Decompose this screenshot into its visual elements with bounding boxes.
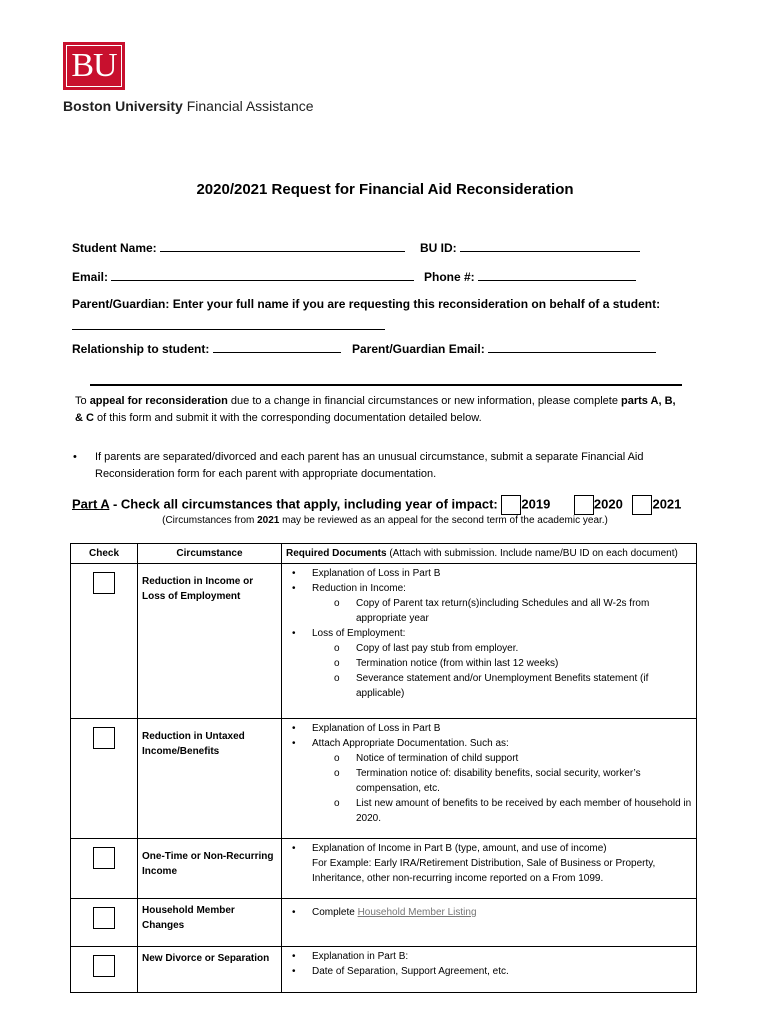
student-name-label: Student Name: xyxy=(72,241,157,255)
circumstance-label: Reduction in Income or Loss of Employment xyxy=(142,576,254,602)
org-name xyxy=(63,98,314,114)
list-item xyxy=(312,626,692,701)
relationship-row xyxy=(72,340,341,356)
list-item: • Explanation of Loss in Part B xyxy=(312,721,692,736)
part-a-heading xyxy=(72,495,681,515)
docs-list xyxy=(286,949,692,979)
email-row xyxy=(72,268,414,284)
bu-id-field[interactable] xyxy=(460,239,640,252)
circumstance-label: One-Time or Non-Recurring Income xyxy=(142,851,274,877)
row-checkbox[interactable] xyxy=(93,847,115,869)
sub-list xyxy=(312,751,692,826)
docs-list xyxy=(286,841,692,886)
list-item-text: Attach Appropriate Documentation. Such as: xyxy=(312,738,509,749)
bu-id-label: BU ID: xyxy=(420,241,457,255)
sub-list-item: o Termination notice (from within last 12 weeks) xyxy=(356,656,692,671)
sub-list-item: o Notice of termination of child support xyxy=(356,751,692,766)
table-row xyxy=(71,839,697,899)
bu-logo xyxy=(63,42,125,90)
list-item-text: Reduction in Income: xyxy=(312,583,406,594)
intro-bullet-text: If parents are separated/divorced and each parent has an unusual circumstance, submit a separate Financial Aid Reconsideration form for each parent with appropriate documentation. xyxy=(95,451,644,480)
sub-list-item: o Termination notice of: disability benefits, social security, worker’s compensation, etc. xyxy=(356,766,692,796)
row-checkbox[interactable] xyxy=(93,572,115,594)
list-item xyxy=(312,841,692,886)
table-row xyxy=(71,564,697,719)
sub-list xyxy=(312,596,692,626)
bullet-dot-icon: • xyxy=(73,451,77,463)
phone-label: Phone #: xyxy=(424,270,475,284)
list-item-text: Explanation of Income in Part B (type, amount, and use of income) xyxy=(312,843,607,854)
docs-cell xyxy=(282,839,697,899)
circumstance-label: New Divorce or Separation xyxy=(142,953,270,964)
table-row xyxy=(71,719,697,839)
sub-list-item: o Copy of Parent tax return(s)including Schedules and all W-2s from appropriate year xyxy=(356,596,692,626)
check-cell xyxy=(71,839,138,899)
table-header-row xyxy=(71,544,697,564)
intro-bullet xyxy=(73,449,693,483)
circumstance-cell xyxy=(138,839,282,899)
docs-header-rest: (Attach with submission. Include name/BU ID on each document) xyxy=(386,548,678,559)
phone-field[interactable] xyxy=(478,268,636,281)
intro-bold-1: appeal for reconsideration xyxy=(89,395,228,407)
list-item: • Explanation of Loss in Part B xyxy=(312,566,692,581)
part-a-note-post: may be reviewed as an appeal for the second term of the academic year.) xyxy=(279,515,608,526)
table-row xyxy=(71,899,697,947)
sub-list-item: o List new amount of benefits to be received by each member of household in 2020. xyxy=(356,796,692,826)
sub-list xyxy=(312,641,692,701)
docs-cell xyxy=(282,564,697,719)
year-2019-label: 2019 xyxy=(521,496,551,512)
circumstance-cell xyxy=(138,947,282,993)
intro-text-1: To xyxy=(75,395,87,407)
docs-list xyxy=(286,721,692,826)
docs-cell xyxy=(282,719,697,839)
bu-logo-text: BU xyxy=(66,45,122,87)
email-label: Email: xyxy=(72,270,109,284)
year-2021-label: 2021 xyxy=(652,496,682,512)
sub-list-item: o Severance statement and/or Unemployment Benefits statement (if applicable) xyxy=(356,671,692,701)
part-a-label: Part A xyxy=(72,496,110,512)
year-2020-checkbox[interactable] xyxy=(574,495,594,515)
list-item xyxy=(312,581,692,626)
circumstance-cell xyxy=(138,719,282,839)
intro-paragraph xyxy=(75,393,685,427)
intro-bold-2: parts A, B, & C xyxy=(75,395,676,424)
year-2021-checkbox[interactable] xyxy=(632,495,652,515)
circumstance-label: Household Member Changes xyxy=(142,905,235,931)
row-checkbox[interactable] xyxy=(93,727,115,749)
intro-text-3: of this form and submit it with the corresponding documentation detailed below. xyxy=(97,412,482,424)
org-name-bold: Boston University xyxy=(63,98,183,114)
relationship-label: Relationship to student: xyxy=(72,342,210,356)
circumstance-table xyxy=(70,543,697,993)
relationship-field[interactable] xyxy=(213,340,341,353)
parent-note: Parent/Guardian: Enter your full name if you are requesting this reconsideration on behalf of a student: xyxy=(72,297,661,311)
list-item: • Explanation in Part B: xyxy=(312,949,692,964)
org-name-rest: Financial Assistance xyxy=(186,98,314,114)
check-header: Check xyxy=(71,544,138,564)
circumstance-cell xyxy=(138,899,282,947)
list-item: • Date of Separation, Support Agreement, etc. xyxy=(312,964,692,979)
year-2019-checkbox[interactable] xyxy=(501,495,521,515)
docs-cell xyxy=(282,947,697,993)
circumstance-cell xyxy=(138,564,282,719)
check-cell xyxy=(71,719,138,839)
list-item-continuation: For Example: Early IRA/Retirement Distribution, Sale of Business or Property, Inheritance, other non-recurring income reported on a From 1099. xyxy=(312,858,656,884)
row-checkbox[interactable] xyxy=(93,955,115,977)
student-name-row xyxy=(72,239,405,255)
section-divider xyxy=(90,384,682,386)
check-cell xyxy=(71,564,138,719)
page-title: 2020/2021 Request for Financial Aid Reconsideration xyxy=(196,181,574,198)
circumstance-label: Reduction in Untaxed Income/Benefits xyxy=(142,731,245,757)
docs-header xyxy=(282,544,697,564)
intro-text-2: due to a change in financial circumstances or new information, please complete xyxy=(230,395,618,407)
list-item-text: Loss of Employment: xyxy=(312,628,406,639)
list-item-text: Complete xyxy=(312,907,358,918)
year-2020-label: 2020 xyxy=(593,496,623,512)
check-cell xyxy=(71,899,138,947)
docs-list xyxy=(286,566,692,701)
sub-list-item: o Copy of last pay stub from employer. xyxy=(356,641,692,656)
table-row xyxy=(71,947,697,993)
parent-email-row xyxy=(352,340,656,356)
list-item xyxy=(312,736,692,826)
docs-header-bold: Required Documents xyxy=(286,548,387,559)
part-a-note-year: 2021 xyxy=(257,515,280,526)
circumstance-header: Circumstance xyxy=(138,544,282,564)
parent-email-field[interactable] xyxy=(488,340,656,353)
part-a-heading-text: - Check all circumstances that apply, including year of impact: xyxy=(109,496,498,512)
parent-email-label: Parent/Guardian Email: xyxy=(352,342,485,356)
bu-id-row xyxy=(420,239,640,255)
phone-row xyxy=(424,268,636,284)
list-item xyxy=(312,905,692,920)
docs-list xyxy=(286,905,692,920)
docs-cell xyxy=(282,899,697,947)
email-field[interactable] xyxy=(111,268,414,281)
check-cell xyxy=(71,947,138,993)
row-checkbox[interactable] xyxy=(93,907,115,929)
parent-name-field[interactable] xyxy=(72,317,385,330)
part-a-note-pre: (Circumstances from xyxy=(162,515,258,526)
student-name-field[interactable] xyxy=(160,239,405,252)
part-a-note xyxy=(0,515,770,526)
household-member-listing-link[interactable]: Household Member Listing xyxy=(357,907,477,918)
